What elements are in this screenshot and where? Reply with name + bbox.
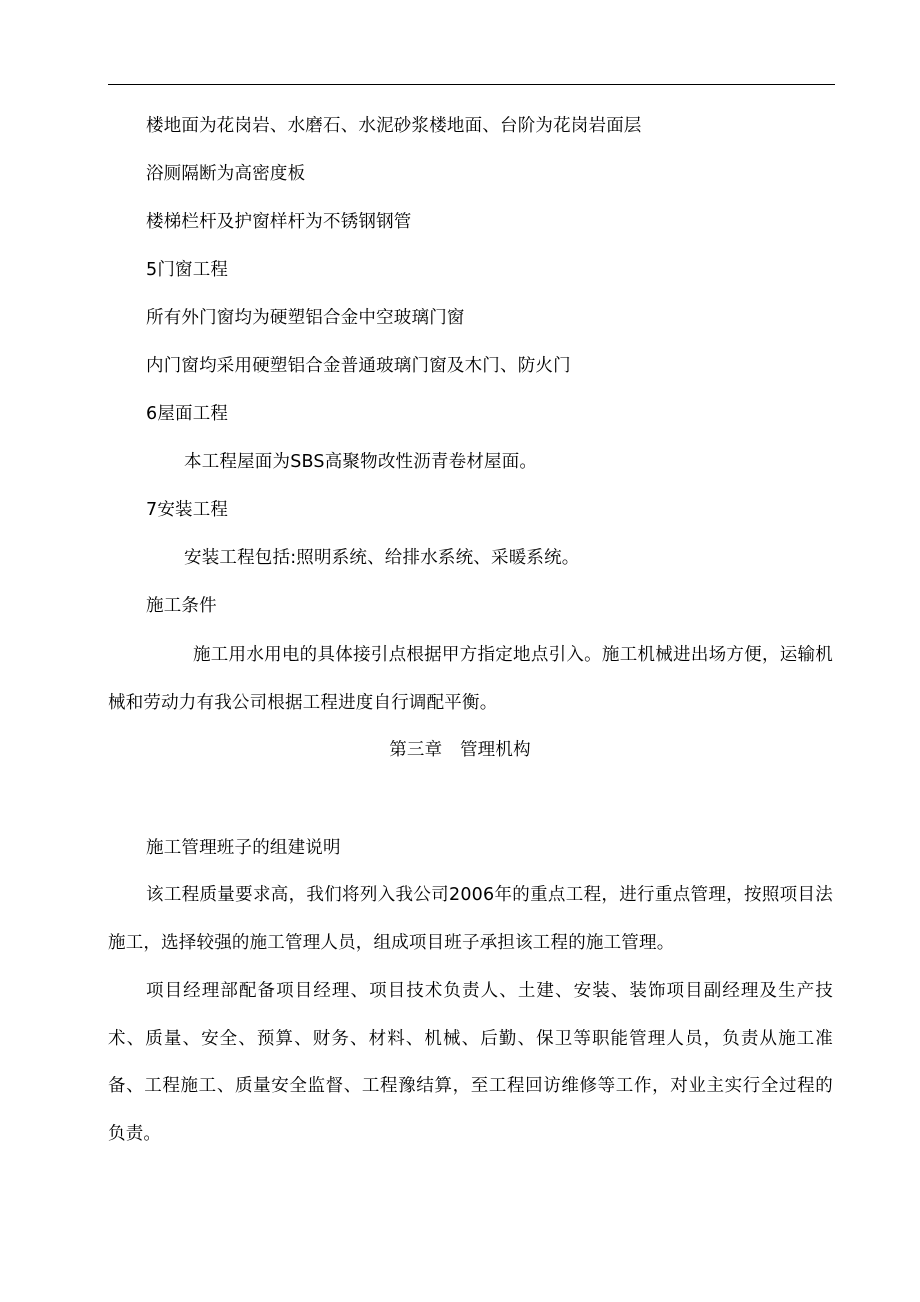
heading-doors-windows: 5门窗工程 (146, 260, 229, 280)
text-line-railing: 楼梯栏杆及护窗样杆为不锈钢钢管 (146, 212, 412, 232)
paragraph-quality: 该工程质量要求高，我们将列入我公司2006年的重点工程，进行重点管理，按照项目法施工，选择较强的施工管理人员，组成项目班子承担该工程的施工管理。 (108, 885, 833, 953)
text-line-partition: 浴厕隔断为高密度板 (146, 164, 306, 184)
text-line-exterior-windows: 所有外门窗均为硬塑铝合金中空玻璃门窗 (146, 308, 465, 328)
heading-roofing: 6屋面工程 (146, 404, 229, 424)
text-line-installation: 安装工程包括:照明系统、给排水系统、采暖系统。 (184, 548, 580, 568)
header-rule (108, 84, 835, 85)
heading-installation: 7安装工程 (146, 500, 229, 520)
section-heading: 施工管理班子的组建说明 (146, 838, 341, 858)
text-line-roofing: 本工程屋面为SBS高聚物改性沥青卷材屋面。 (184, 452, 538, 472)
text-line-floor: 楼地面为花岗岩、水磨石、水泥砂浆楼地面、台阶为花岗岩面层 (146, 116, 642, 136)
heading-conditions: 施工条件 (146, 596, 217, 616)
text-line-interior-windows: 内门窗均采用硬塑铝合金普通玻璃门窗及木门、防火门 (146, 356, 571, 376)
paragraph-conditions: 施工用水用电的具体接引点根据甲方指定地点引入。施工机械进出场方便，运输机械和劳动力有我公司根据工程进度自行调配平衡。 (108, 645, 833, 713)
paragraph-staffing: 项目经理部配备项目经理、项目技术负责人、土建、安装、装饰项目副经理及生产技术、质量、安全、预算、财务、材料、机械、后勤、保卫等职能管理人员，负责从施工准备、工程施工、质量安全监督、工程豫结算，至工程回访维修等工作，对业主实行全过程的负责。 (108, 981, 833, 1144)
chapter-title: 第三章 管理机构 (389, 740, 531, 760)
